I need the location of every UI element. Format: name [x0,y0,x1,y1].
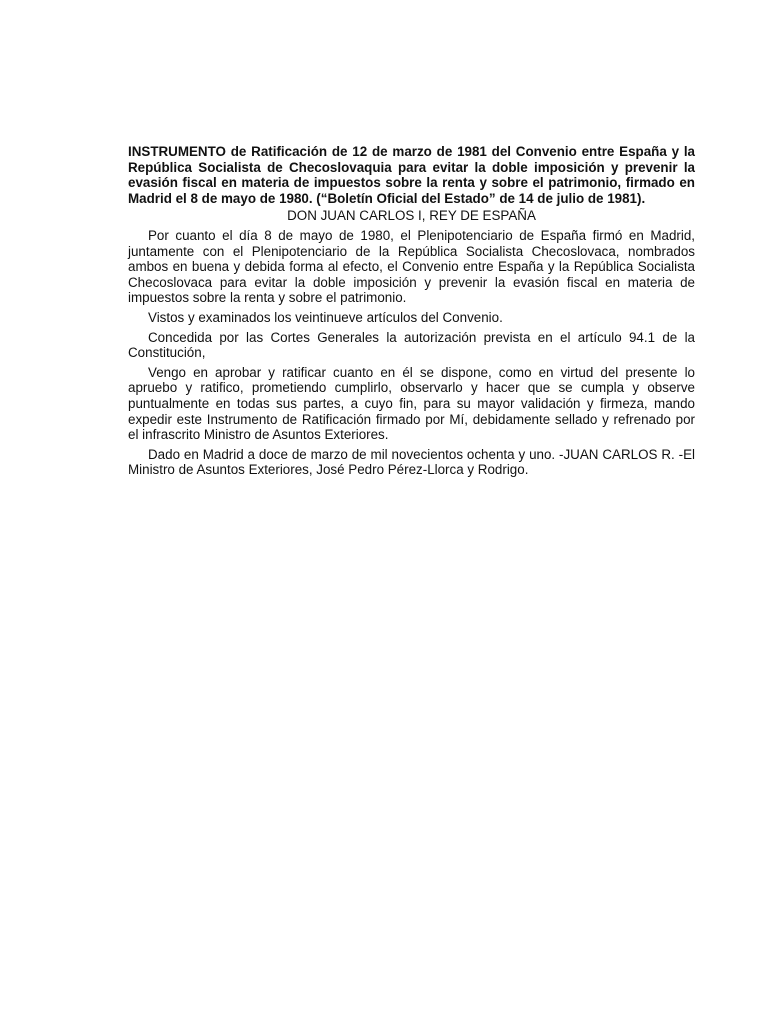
document-title: INSTRUMENTO de Ratificación de 12 de marzo de 1981 del Convenio entre España y la República Socialista de Checoslovaquia para evitar la doble imposición y prevenir la evasión fiscal en materia de impuestos sobre la renta y sobre el patrimonio, firmado en Madrid el 8 de mayo de 1980. (“Boletín Oficial del Estado” de 14 de julio de 1981). [128,144,695,206]
paragraph-authorization: Concedida por las Cortes Generales la autorización prevista en el artículo 94.1 de la Constitución, [128,329,695,361]
paragraph-signature: Dado en Madrid a doce de marzo de mil novecientos ochenta y uno. -JUAN CARLOS R. -El Ministro de Asuntos Exteriores, José Pedro Pérez-Llorca y Rodrigo. [128,446,695,478]
document-body [128,144,695,482]
paragraph-ratification: Vengo en aprobar y ratificar cuanto en él se dispone, como en virtud del presente lo apruebo y ratifico, prometiendo cumplirlo, observarlo y hacer que se cumpla y observe puntualmente en todas sus partes, a cuyo fin, para su mayor validación y firmeza, mando expedir este Instrumento de Ratificación firmado por Mí, debidamente sellado y refrenado por el infrascrito Ministro de Asuntos Exteriores. [128,364,695,443]
paragraph-articles: Vistos y examinados los veintinueve artículos del Convenio. [148,309,503,325]
king-line: DON JUAN CARLOS I, REY DE ESPAÑA [287,208,536,224]
paragraph-whereas: Por cuanto el día 8 de mayo de 1980, el Plenipotenciario de España firmó en Madrid, juntamente con el Plenipotenciario de la República Socialista Checoslovaca, nombrados ambos en buena y debida forma al efecto, el Convenio entre España y la República Socialista Checoslovaca para evitar la doble imposición y prevenir la evasión fiscal en materia de impuestos sobre la renta y sobre el patrimonio. [128,227,695,306]
